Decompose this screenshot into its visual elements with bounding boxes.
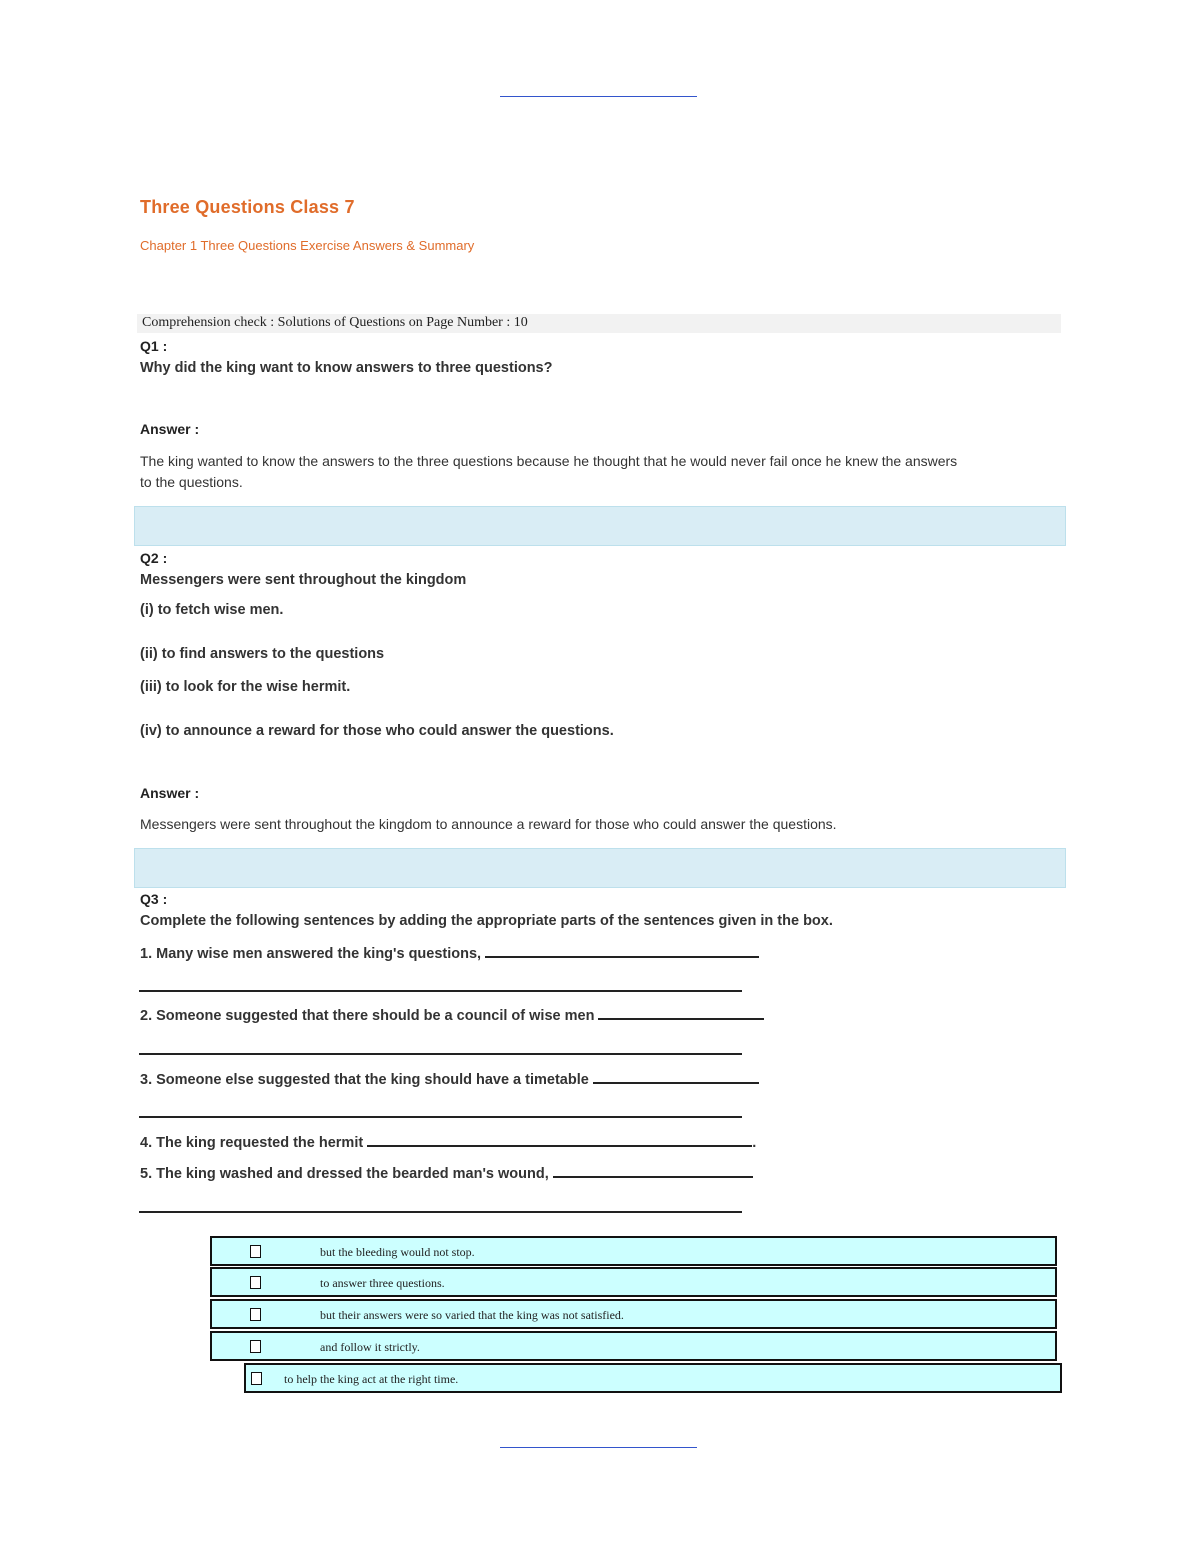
checkbox-icon[interactable] [250,1340,261,1353]
box-item-5 [244,1363,1062,1393]
section-heading: Comprehension check : Solutions of Questions on Page Number : 10 [142,315,528,330]
q2-option-1: (i) to fetch wise men. [140,602,284,618]
q3-sentence-3-text: 3. Someone else suggested that the king should have a timetable [140,1072,589,1088]
q3-sentence-4-end: . [752,1135,757,1151]
q3-sentence-5 [140,1166,753,1182]
q1-answer-line-2: to the questions. [140,474,243,490]
box-item-3 [210,1299,1057,1329]
checkbox-icon[interactable] [250,1245,261,1258]
q3-sentence-3 [140,1072,759,1088]
top-link-underline[interactable] [500,96,697,97]
q1-answer-line-1: The king wanted to know the answers to the three questions because he thought that he would never fail once he knew the answers [140,453,958,469]
q3-sentence-3-blank[interactable] [593,1082,759,1084]
q1-question: Why did the king want to know answers to three questions? [140,360,553,376]
box-item-1-text: but the bleeding would not stop. [320,1245,475,1259]
q3-sentence-2-blank-line[interactable] [139,1053,742,1055]
page-title: Three Questions Class 7 [140,197,355,217]
question-divider-1 [134,506,1066,546]
q3-sentence-4-blank[interactable] [367,1145,752,1147]
q2-question: Messengers were sent throughout the kingdom [140,572,467,588]
box-item-4 [210,1331,1057,1361]
q1-answer-label: Answer : [140,421,200,437]
page-subtitle: Chapter 1 Three Questions Exercise Answers & Summary [140,238,475,253]
q3-sentence-4 [140,1135,756,1151]
bottom-link-underline[interactable] [500,1447,697,1448]
q3-sentence-5-blank-line[interactable] [139,1211,742,1213]
q2-option-4: (iv) to announce a reward for those who could answer the questions. [140,723,614,739]
q3-sentence-2-blank[interactable] [598,1018,764,1020]
q3-label: Q3 : [140,891,168,907]
q2-label: Q2 : [140,550,168,566]
q3-sentence-1-blank-line[interactable] [139,990,742,992]
q3-sentence-1 [140,946,759,962]
q1-answer [140,451,1065,493]
box-item-5-text: to help the king act at the right time. [284,1372,459,1386]
q3-sentence-4-text: 4. The king requested the hermit [140,1135,364,1151]
q2-answer: Messengers were sent throughout the kingdom to announce a reward for those who could answer the questions. [140,816,837,832]
checkbox-icon[interactable] [251,1372,262,1385]
q3-sentence-1-blank[interactable] [485,956,759,958]
q3-sentence-1-text: 1. Many wise men answered the king's questions, [140,946,482,962]
box-item-4-text: and follow it strictly. [320,1340,420,1354]
checkbox-icon[interactable] [250,1276,261,1289]
q2-option-3: (iii) to look for the wise hermit. [140,679,351,695]
checkbox-icon[interactable] [250,1308,261,1321]
box-item-2 [210,1267,1057,1297]
q3-question: Complete the following sentences by adding the appropriate parts of the sentences given in the box. [140,913,833,929]
box-item-3-text: but their answers were so varied that the king was not satisfied. [320,1308,624,1322]
q2-answer-label: Answer : [140,785,200,801]
q3-sentence-5-text: 5. The king washed and dressed the bearded man's wound, [140,1166,549,1182]
q3-sentence-2-text: 2. Someone suggested that there should be a council of wise men [140,1008,595,1024]
q2-option-2: (ii) to find answers to the questions [140,646,385,662]
box-item-2-text: to answer three questions. [320,1276,445,1290]
q1-label: Q1 : [140,338,168,354]
q3-sentence-5-blank[interactable] [553,1176,753,1178]
question-divider-2 [134,848,1066,888]
q3-sentence-3-blank-line[interactable] [139,1116,742,1118]
q3-sentence-2 [140,1008,764,1024]
box-item-1 [210,1236,1057,1266]
